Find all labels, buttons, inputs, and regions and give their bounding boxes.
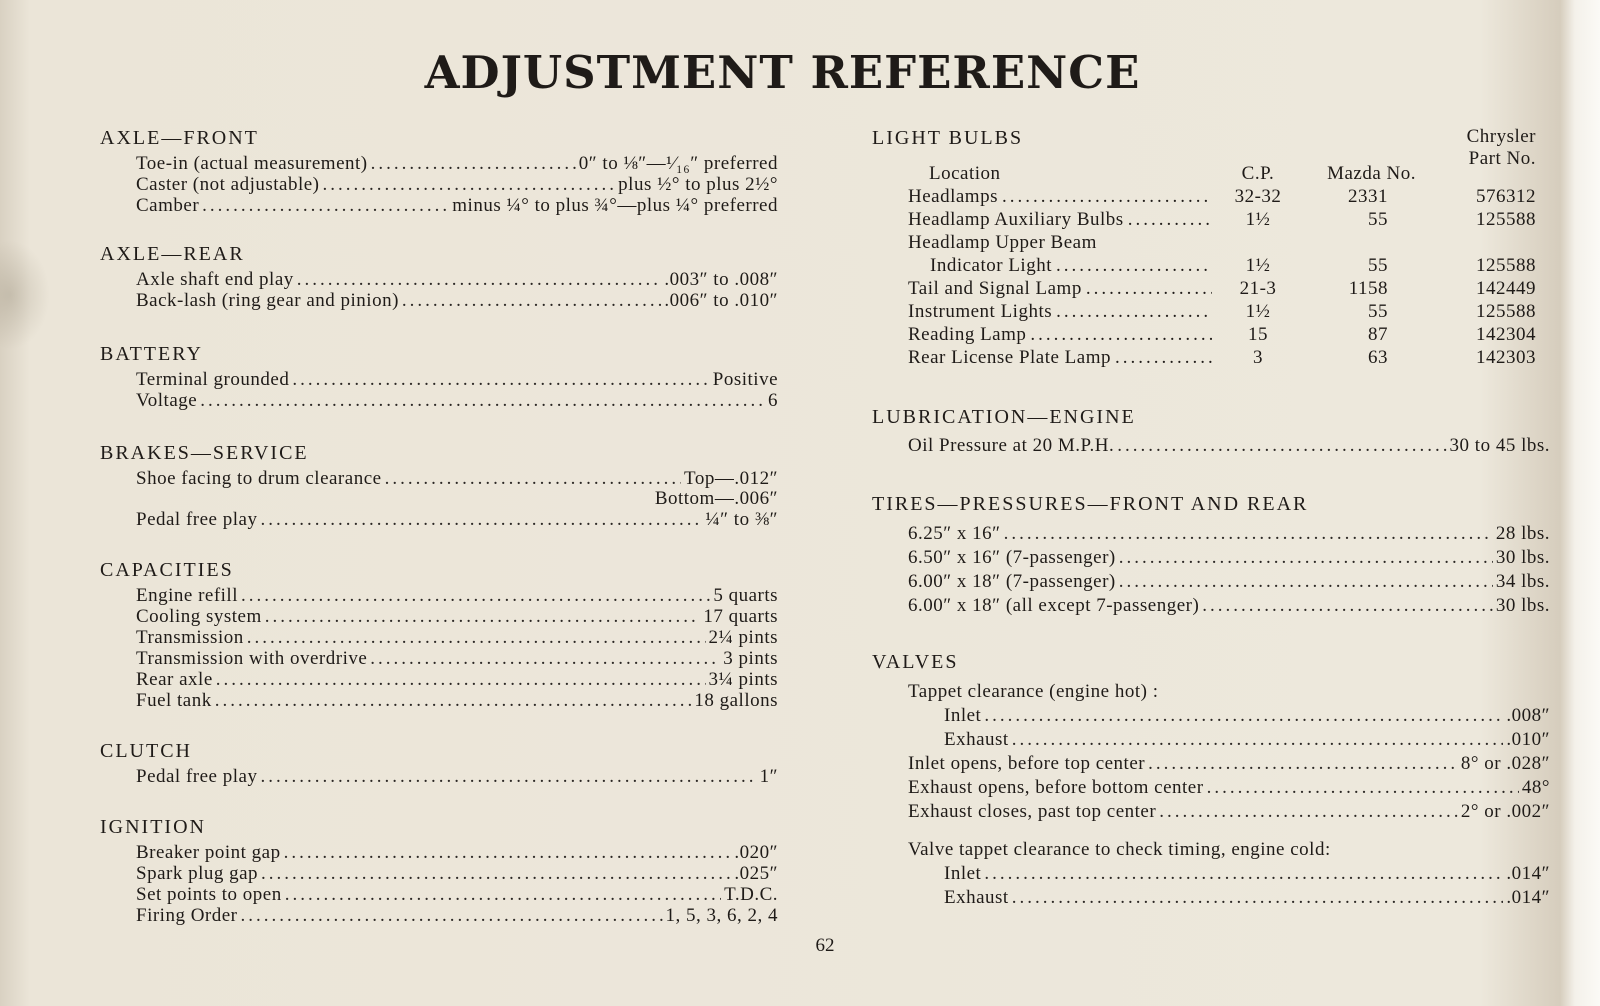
spec-value: .010″: [1506, 729, 1550, 750]
bulb-mazda: 55: [1368, 301, 1388, 322]
table-row: [872, 277, 1550, 300]
leader-dots: [1056, 300, 1212, 323]
leader-dots: [1207, 776, 1519, 800]
leader-dots: [371, 153, 576, 174]
spec-value: Top—.012″: [684, 468, 778, 489]
section-battery: [100, 342, 778, 411]
page-number: 62: [815, 935, 835, 956]
section-title: LUBRICATION—ENGINE: [872, 406, 1136, 428]
spec-row: [944, 728, 1550, 752]
spec-row: [908, 800, 1550, 824]
spec-value: .014″: [1506, 887, 1550, 908]
leader-dots: [200, 390, 765, 411]
bulb-cp: 1½: [1245, 209, 1271, 230]
spec-row: [136, 390, 778, 411]
spec-row: [136, 195, 778, 216]
spec-value: 30 lbs.: [1495, 595, 1550, 616]
bulb-location-label: Indicator Light: [930, 255, 1052, 276]
table-row: [872, 208, 1550, 231]
leader-dots: [370, 648, 720, 669]
bulb-location-label: Headlamp Upper Beam: [908, 232, 1097, 253]
bulb-location: [872, 300, 1218, 323]
spec-row: [136, 669, 778, 690]
spec-label: Exhaust: [944, 729, 1009, 750]
left-column: [100, 126, 778, 954]
bulb-mazda: 55: [1368, 209, 1388, 230]
section-title: LIGHT BULBS: [872, 127, 1024, 149]
leader-dots: [216, 669, 706, 690]
spec-row: [908, 752, 1550, 776]
spec-label: 6.50″ x 16″ (7-passenger): [908, 547, 1116, 568]
spec-label: Cooling system: [136, 606, 262, 627]
spec-value: 6: [768, 390, 778, 411]
bulb-location: [872, 185, 1218, 208]
spec-value: 18 gallons: [694, 690, 778, 711]
spec-value: 3 pints: [723, 648, 778, 669]
bulb-location: [872, 277, 1218, 300]
spec-label: Rear axle: [136, 669, 213, 690]
column-header-cp: C.P.: [1241, 163, 1275, 184]
spec-row: [908, 776, 1550, 800]
spec-label: Exhaust opens, before bottom center: [908, 777, 1204, 798]
spec-row: [136, 766, 778, 787]
spec-row: [136, 863, 778, 884]
table-row: [872, 300, 1550, 323]
leader-dots: [261, 863, 731, 884]
section-title: VALVES: [872, 651, 959, 673]
spec-label: 6.00″ x 18″ (7-passenger): [908, 571, 1116, 592]
bulb-location: [872, 231, 1218, 254]
bulb-part: 576312: [1476, 186, 1536, 207]
bulb-cp: 21-3: [1239, 278, 1277, 299]
section-ignition: [100, 815, 778, 926]
section-title: AXLE—REAR: [100, 243, 245, 265]
bulb-part: 125588: [1476, 255, 1536, 276]
part-header-line1: Chrysler: [1466, 126, 1536, 147]
spec-value: .014″: [1506, 863, 1550, 884]
spec-label: Terminal grounded: [136, 369, 290, 390]
spec-value: 8° or .028″: [1460, 753, 1550, 774]
spec-value: 3¼ pints: [708, 669, 778, 690]
spec-row: [136, 585, 778, 606]
spec-row: [136, 269, 778, 290]
spec-value: 5 quarts: [713, 585, 778, 606]
spec-row: [136, 627, 778, 648]
leader-dots: [1119, 570, 1493, 594]
leader-dots: [1128, 208, 1212, 231]
spec-value: 17 quarts: [703, 606, 778, 627]
bulb-part: 125588: [1476, 301, 1536, 322]
bulb-location-label: Headlamp Auxiliary Bulbs: [908, 209, 1124, 230]
bulb-location: [872, 346, 1218, 369]
spec-label: Inlet opens, before top center: [908, 753, 1146, 774]
spec-value: .003″ to .008″: [664, 269, 778, 290]
bulb-mazda: [1298, 231, 1416, 254]
leader-dots: [1004, 522, 1493, 546]
page-title: ADJUSTMENT REFERENCE: [424, 46, 1141, 99]
bulb-part: 142304: [1476, 324, 1536, 345]
spec-label: Inlet: [944, 705, 982, 726]
spec-label: Transmission: [136, 627, 244, 648]
spec-value: T.D.C.: [724, 884, 778, 905]
leader-dots: [247, 627, 706, 648]
table-row: [872, 231, 1550, 254]
bulb-mazda: 1158: [1348, 278, 1388, 299]
bulb-location-label: Headlamps: [908, 186, 998, 207]
spec-row: [944, 886, 1550, 910]
spec-value: 48°: [1521, 777, 1550, 798]
bulb-part: 125588: [1476, 209, 1536, 230]
spec-row: [136, 153, 778, 174]
bulb-mazda: 63: [1368, 347, 1388, 368]
leader-dots: [284, 842, 732, 863]
section-title: CLUTCH: [100, 740, 192, 762]
leader-dots: [241, 905, 663, 926]
section-title: BRAKES—SERVICE: [100, 442, 309, 464]
bulb-table-header: [872, 126, 1550, 185]
bulb-part: 142449: [1476, 278, 1536, 299]
spec-label: Breaker point gap: [136, 842, 281, 863]
spec-label: 6.25″ x 16″: [908, 523, 1001, 544]
section-valves: [872, 650, 1550, 910]
bulb-location-label: Rear License Plate Lamp: [908, 347, 1112, 368]
leader-dots: [1030, 323, 1212, 346]
leader-dots: [1148, 752, 1458, 776]
spec-row: [908, 435, 1550, 456]
spec-label: Axle shaft end play: [136, 269, 294, 290]
spec-row: [944, 704, 1550, 728]
leader-dots: [323, 174, 616, 195]
spec-label: Pedal free play: [136, 509, 258, 530]
section-title: BATTERY: [100, 343, 203, 365]
section-title: IGNITION: [100, 816, 206, 838]
leader-dots: [1119, 546, 1493, 570]
spec-row: [136, 842, 778, 863]
spec-value: .008″: [1506, 705, 1550, 726]
bulb-cp: [1218, 231, 1298, 254]
spec-value: 2° or .002″: [1460, 801, 1550, 822]
spec-value: 1, 5, 3, 6, 2, 4: [665, 905, 778, 926]
right-column: [872, 126, 1550, 938]
bulb-location: [872, 254, 1218, 277]
section-light-bulbs: [872, 126, 1550, 369]
spec-label: Back-lash (ring gear and pinion): [136, 290, 399, 311]
spec-value: 30 to 45 lbs.: [1449, 435, 1550, 456]
spec-label: Voltage: [136, 390, 198, 411]
leader-dots: [385, 468, 681, 489]
leader-dots: [202, 195, 449, 216]
bulb-cp: 1½: [1245, 301, 1271, 322]
spec-row: [136, 509, 778, 530]
paper-stain: [0, 240, 50, 350]
spec-value: .020″: [734, 842, 778, 863]
spec-label: Toe-in (actual measurement): [136, 153, 368, 174]
spec-row: [908, 570, 1550, 594]
spec-value-continued: Bottom—.006″: [654, 488, 778, 509]
bulb-mazda: 2331: [1348, 186, 1388, 207]
spec-label: Inlet: [944, 863, 982, 884]
leader-dots: [260, 766, 756, 787]
spec-row: [136, 884, 778, 905]
spec-label: Spark plug gap: [136, 863, 259, 884]
spec-row: [136, 648, 778, 669]
section-capacities: [100, 558, 778, 711]
spec-row: [136, 606, 778, 627]
leader-dots: [984, 704, 1503, 728]
leader-dots: [1002, 185, 1212, 208]
spec-value: .006″ to .010″: [664, 290, 778, 311]
leader-dots: [1012, 728, 1504, 752]
spec-row: [908, 522, 1550, 546]
spec-value: .025″: [734, 863, 778, 884]
bulb-mazda: 87: [1368, 324, 1388, 345]
bulb-cp: 3: [1253, 347, 1263, 368]
section-axle-rear: [100, 242, 778, 311]
leader-dots: [285, 884, 721, 905]
leader-dots: [984, 862, 1503, 886]
bulb-location: [872, 208, 1218, 231]
bulb-part: 142303: [1476, 347, 1536, 368]
spec-value: Positive: [712, 369, 778, 390]
spec-value: minus ¼° to plus ¾°—plus ¼° preferred: [452, 195, 778, 216]
spec-row: [908, 546, 1550, 570]
spec-row: [136, 174, 778, 195]
bulb-location-label: Instrument Lights: [908, 301, 1053, 322]
spec-label: Exhaust: [944, 887, 1009, 908]
spec-value: 28 lbs.: [1495, 523, 1550, 544]
leader-dots: [297, 269, 662, 290]
spec-label: Firing Order: [136, 905, 238, 926]
section-lubrication: [872, 405, 1550, 456]
leader-dots: [265, 606, 701, 627]
bulb-cp: 32-32: [1234, 186, 1282, 207]
spec-label: Pedal free play: [136, 766, 258, 787]
spec-label: Caster (not adjustable): [136, 174, 320, 195]
spec-value: ¼″ to ⅜″: [705, 509, 778, 530]
leader-dots: [215, 690, 692, 711]
column-header-part-no: [1416, 126, 1536, 185]
spec-label: Oil Pressure at 20 M.P.H.: [908, 435, 1115, 456]
leader-dots: [1012, 886, 1504, 910]
spec-value: 34 lbs.: [1495, 571, 1550, 592]
spec-value: plus ½° to plus 2½°: [618, 174, 778, 195]
column-header-location: Location: [929, 163, 1001, 184]
leader-dots: [1086, 277, 1212, 300]
bulb-cp: 1½: [1245, 255, 1271, 276]
spec-label: Fuel tank: [136, 690, 212, 711]
leader-dots: [1115, 346, 1212, 369]
valves-note-hot: Tappet clearance (engine hot) :: [908, 681, 1159, 702]
spec-label: Exhaust closes, past top center: [908, 801, 1157, 822]
column-header-mazda: Mazda No.: [1327, 163, 1416, 184]
spec-row: [908, 594, 1550, 618]
bulb-location-label: Tail and Signal Lamp: [908, 278, 1082, 299]
spec-value: 2¼ pints: [708, 627, 778, 648]
table-row: [872, 323, 1550, 346]
part-header-line2: Part No.: [1468, 148, 1536, 169]
table-row: [872, 185, 1550, 208]
spec-value: 1″: [759, 766, 778, 787]
light-bulbs-title-cell: [872, 126, 1218, 185]
spec-row: [136, 690, 778, 711]
section-title: CAPACITIES: [100, 559, 234, 581]
spec-value: 0″ to ⅛″—¹⁄₁₆″ preferred: [578, 153, 778, 174]
leader-dots: [1202, 594, 1493, 618]
section-clutch: [100, 739, 778, 787]
spec-row: [136, 369, 778, 390]
spec-row: [944, 862, 1550, 886]
leader-dots: [260, 509, 702, 530]
bulb-location-label: Reading Lamp: [908, 324, 1027, 345]
section-axle-front: [100, 126, 778, 216]
bulb-mazda: 55: [1368, 255, 1388, 276]
spec-row: [136, 905, 778, 926]
table-row: [872, 346, 1550, 369]
leader-dots: [1117, 435, 1446, 456]
spec-row: [136, 468, 778, 489]
section-title: AXLE—FRONT: [100, 127, 259, 149]
leader-dots: [402, 290, 661, 311]
bulb-location: [872, 323, 1218, 346]
section-tires: [872, 492, 1550, 618]
spec-label: Set points to open: [136, 884, 282, 905]
spec-row: [136, 290, 778, 311]
spec-label: Transmission with overdrive: [136, 648, 368, 669]
spec-label: Shoe facing to drum clearance: [136, 468, 382, 489]
leader-dots: [241, 585, 710, 606]
section-title: TIRES—PRESSURES—FRONT AND REAR: [872, 493, 1309, 515]
leader-dots: [1159, 800, 1458, 824]
table-row: [872, 254, 1550, 277]
bulb-cp: 15: [1248, 324, 1268, 345]
spec-label: Engine refill: [136, 585, 238, 606]
section-brakes: [100, 441, 778, 530]
spec-label: 6.00″ x 18″ (all except 7-passenger): [908, 595, 1200, 616]
spec-value: 30 lbs.: [1495, 547, 1550, 568]
spec-label: Camber: [136, 195, 200, 216]
leader-dots: [292, 369, 709, 390]
bulb-part: [1416, 231, 1536, 254]
leader-dots: [1101, 231, 1212, 254]
leader-dots: [1056, 254, 1212, 277]
valves-note-cold: Valve tappet clearance to check timing, engine cold:: [908, 839, 1331, 860]
